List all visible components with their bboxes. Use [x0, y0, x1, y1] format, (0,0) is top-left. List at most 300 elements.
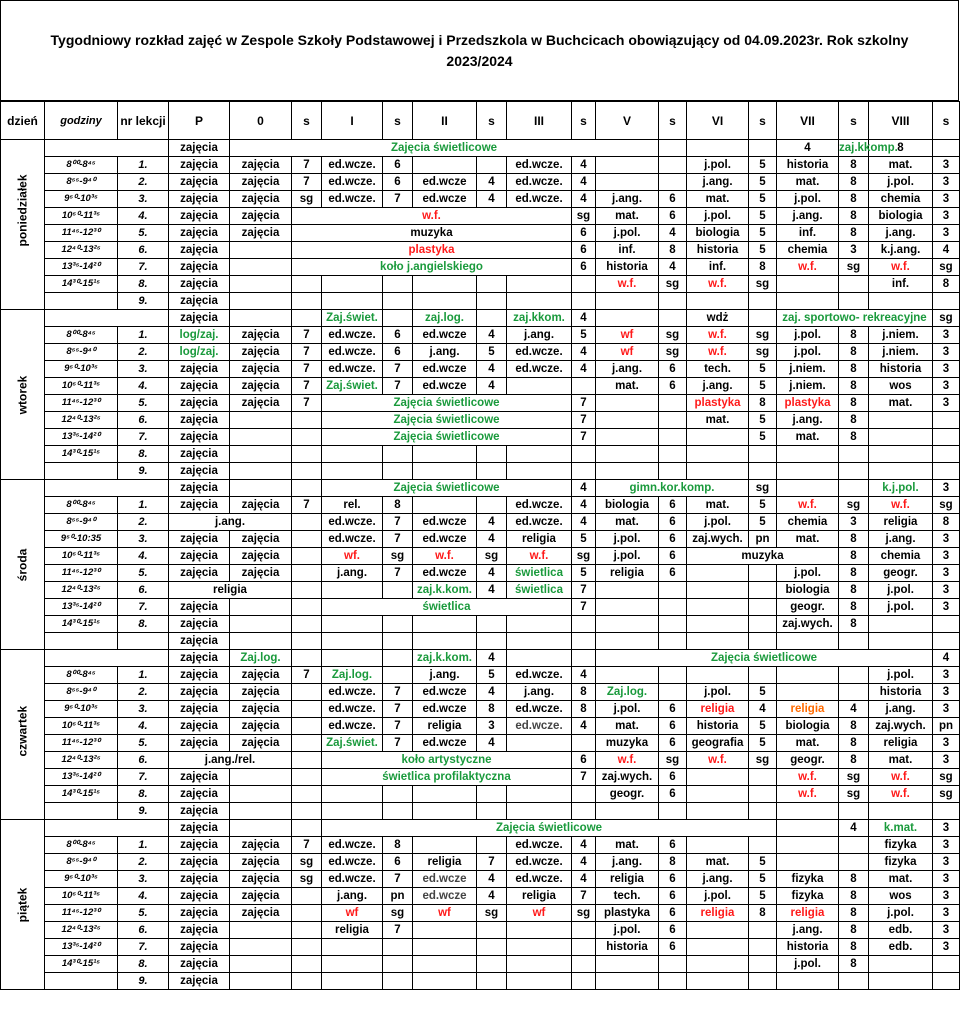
schedule-cell: k.j.ang. [869, 242, 933, 259]
schedule-cell: sg [477, 548, 507, 565]
table-row [1, 769, 960, 786]
schedule-cell [322, 446, 383, 463]
schedule-cell: 4 [572, 310, 596, 327]
schedule-cell: 4 [659, 259, 687, 276]
schedule-cell: 6 [659, 497, 687, 514]
schedule-cell: zajęcia [169, 463, 230, 480]
schedule-cell: zajęcia [230, 344, 292, 361]
schedule-cell [749, 633, 777, 650]
schedule-cell: 7 [383, 701, 413, 718]
hours-cell: 14³⁰-15¹⁵ [45, 276, 118, 293]
schedule-cell [839, 480, 869, 497]
schedule-cell [839, 463, 869, 480]
schedule-cell: 7 [383, 735, 413, 752]
schedule-cell: 3 [933, 344, 960, 361]
schedule-cell: 8 [839, 752, 869, 769]
schedule-cell: 8 [839, 327, 869, 344]
schedule-cell [839, 684, 869, 701]
schedule-cell [869, 429, 933, 446]
schedule-cell [292, 463, 322, 480]
table-row [1, 718, 960, 735]
schedule-cell: ed.wcze. [507, 854, 572, 871]
schedule-cell: sg [292, 191, 322, 208]
schedule-cell: ed.wcze [413, 514, 477, 531]
hours-cell: 8⁰⁰-8⁴⁵ [45, 837, 118, 854]
schedule-cell [477, 310, 507, 327]
schedule-cell: zaj.wych. [777, 616, 839, 633]
table-row [1, 412, 960, 429]
schedule-cell: 4 [477, 565, 507, 582]
schedule-cell [292, 939, 322, 956]
schedule-cell [507, 616, 572, 633]
schedule-cell: 4 [572, 344, 596, 361]
schedule-cell: 4 [572, 361, 596, 378]
schedule-cell: 8 [839, 939, 869, 956]
table-row [1, 667, 960, 684]
schedule-cell: religia [687, 701, 749, 718]
schedule-cell [933, 293, 960, 310]
schedule-cell: 7 [572, 395, 596, 412]
schedule-cell: mat. [596, 514, 659, 531]
schedule-cell: zajęcia [169, 361, 230, 378]
schedule-cell: 7 [572, 599, 596, 616]
schedule-cell [659, 633, 687, 650]
schedule-cell: zajęcia [230, 888, 292, 905]
schedule-cell [777, 854, 839, 871]
schedule-cell [507, 973, 572, 990]
schedule-cell: mat. [777, 531, 839, 548]
schedule-cell: Zaj.świet. [322, 310, 383, 327]
schedule-cell: j.pol. [687, 208, 749, 225]
schedule-cell [477, 463, 507, 480]
schedule-cell: 6 [383, 157, 413, 174]
hours-cell: 10⁵⁰-11³⁵ [45, 718, 118, 735]
schedule-cell: 7 [383, 565, 413, 582]
schedule-cell [322, 939, 383, 956]
schedule-cell: plastyka [687, 395, 749, 412]
schedule-cell: zajęcia [230, 225, 292, 242]
schedule-cell [749, 803, 777, 820]
schedule-cell: j.pol. [869, 599, 933, 616]
schedule-cell: 4 [572, 157, 596, 174]
schedule-cell: zajęcia [169, 803, 230, 820]
schedule-cell [292, 616, 322, 633]
hours-cell: 12⁴⁰-13²⁵ [45, 752, 118, 769]
schedule-cell: 8 [477, 701, 507, 718]
schedule-cell: sg [572, 905, 596, 922]
lesson-number: 2. [118, 684, 169, 701]
schedule-cell: 8 [839, 565, 869, 582]
schedule-cell [687, 803, 749, 820]
schedule-cell [477, 497, 507, 514]
schedule-cell: mat. [687, 191, 749, 208]
schedule-cell: 3 [477, 718, 507, 735]
lesson-number: 3. [118, 361, 169, 378]
schedule-cell: ed.wcze. [322, 871, 383, 888]
schedule-cell: k.mat. [869, 820, 933, 837]
header-cell: s [477, 102, 507, 140]
schedule-cell [322, 786, 383, 803]
schedule-cell: edb. [869, 939, 933, 956]
schedule-cell [596, 599, 659, 616]
schedule-cell: 4 [572, 837, 596, 854]
schedule-cell: ed.wcze. [507, 701, 572, 718]
lesson-number: 1. [118, 667, 169, 684]
schedule-cell: sg [477, 905, 507, 922]
schedule-cell [45, 463, 118, 480]
schedule-cell [839, 803, 869, 820]
schedule-cell [383, 803, 413, 820]
schedule-cell: j.niem. [869, 327, 933, 344]
schedule-cell [749, 956, 777, 973]
schedule-cell: 3 [933, 548, 960, 565]
schedule-cell [292, 684, 322, 701]
table-row [1, 599, 960, 616]
lesson-number: 9. [118, 803, 169, 820]
hours-cell: 8⁵⁵-9⁴⁰ [45, 174, 118, 191]
schedule-cell [687, 956, 749, 973]
schedule-cell [749, 922, 777, 939]
schedule-cell [596, 667, 659, 684]
empty-cell [45, 140, 169, 157]
schedule-cell: zaj.wych. [869, 718, 933, 735]
schedule-cell: j.ang. [413, 344, 477, 361]
table-row [1, 344, 960, 361]
schedule-cell: 8 [839, 718, 869, 735]
schedule-cell: Zaj.log. [230, 650, 292, 667]
table-row [1, 922, 960, 939]
schedule-cell [596, 616, 659, 633]
schedule-cell: sg [933, 786, 960, 803]
schedule-cell: j.niem. [777, 361, 839, 378]
schedule-cell: biologia [869, 208, 933, 225]
schedule-cell: 7 [572, 412, 596, 429]
hours-cell: 12⁴⁰-13²⁵ [45, 582, 118, 599]
schedule-cell: ed.wcze. [322, 344, 383, 361]
lesson-number: 1. [118, 497, 169, 514]
schedule-cell [749, 939, 777, 956]
schedule-cell [839, 276, 869, 293]
schedule-cell: geogr. [596, 786, 659, 803]
schedule-cell: 7 [383, 922, 413, 939]
table-row [1, 531, 960, 548]
schedule-cell: zajęcia [169, 888, 230, 905]
schedule-cell: sg [839, 786, 869, 803]
schedule-cell: 8 [839, 378, 869, 395]
table-row [1, 361, 960, 378]
hours-cell: 13³⁵-14²⁰ [45, 599, 118, 616]
day-name: wtorek [15, 375, 30, 414]
lesson-number: 1. [118, 327, 169, 344]
schedule-cell [687, 667, 749, 684]
schedule-cell: ed.wcze. [322, 327, 383, 344]
table-row [1, 888, 960, 905]
schedule-cell [292, 565, 322, 582]
schedule-cell: ed.wcze [413, 174, 477, 191]
schedule-cell: j.pol. [596, 922, 659, 939]
schedule-cell [477, 803, 507, 820]
schedule-cell: 6 [659, 361, 687, 378]
schedule-cell: zajęcia [169, 293, 230, 310]
schedule-cell [230, 293, 292, 310]
schedule-cell: 3 [933, 939, 960, 956]
schedule-cell [230, 276, 292, 293]
schedule-cell: w.f. [687, 327, 749, 344]
schedule-cell: j.ang. [507, 327, 572, 344]
schedule-cell: 4 [933, 242, 960, 259]
schedule-cell: historia [777, 939, 839, 956]
day-label [1, 140, 45, 310]
schedule-cell: 6 [659, 939, 687, 956]
schedule-cell: zaj.wych. [687, 531, 749, 548]
schedule-cell: 4 [839, 820, 869, 837]
schedule-cell [572, 786, 596, 803]
schedule-cell: 8 [839, 922, 869, 939]
schedule-cell [383, 650, 413, 667]
schedule-cell: w.f. [687, 276, 749, 293]
schedule-cell: świetlica [507, 565, 572, 582]
schedule-cell: zajęcia [169, 820, 230, 837]
schedule-cell: j.pol. [596, 548, 659, 565]
schedule-cell: 8 [839, 548, 869, 565]
schedule-cell: 4 [572, 718, 596, 735]
schedule-cell: mat. [777, 735, 839, 752]
schedule-cell: zajęcia [230, 701, 292, 718]
schedule-cell [292, 701, 322, 718]
page-title: Tygodniowy rozkład zajęć w Zespole Szkoły Podstawowej i Przedszkola w Buchcicach obowiązujący od 04.09.2023r. Rok szkolny 2023/2024 [0, 0, 959, 101]
schedule-cell: sg [659, 327, 687, 344]
schedule-cell [933, 616, 960, 633]
schedule-cell [659, 140, 687, 157]
schedule-cell: 6 [659, 565, 687, 582]
schedule-cell: 3 [933, 531, 960, 548]
schedule-cell [572, 276, 596, 293]
schedule-cell: wf [596, 344, 659, 361]
schedule-cell [687, 939, 749, 956]
schedule-cell: j.ang. [777, 208, 839, 225]
schedule-cell: historia [869, 361, 933, 378]
schedule-cell: tech. [596, 888, 659, 905]
schedule-cell: 6 [383, 344, 413, 361]
schedule-cell: sg [292, 854, 322, 871]
hours-cell: 9⁵⁰-10³⁵ [45, 871, 118, 888]
schedule-cell: zajęcia [169, 548, 230, 565]
schedule-cell: zajęcia [169, 191, 230, 208]
schedule-cell: zajęcia [169, 939, 230, 956]
schedule-cell: 7 [477, 854, 507, 871]
schedule-cell: wos [869, 378, 933, 395]
schedule-cell: wos [869, 888, 933, 905]
schedule-cell: 4 [572, 667, 596, 684]
schedule-cell: ed.wcze. [322, 718, 383, 735]
schedule-cell: mat. [869, 157, 933, 174]
header-cell: s [383, 102, 413, 140]
schedule-cell [749, 565, 777, 582]
schedule-cell: 4 [777, 140, 839, 157]
schedule-cell: 4 [477, 531, 507, 548]
schedule-cell: historia [777, 157, 839, 174]
schedule-cell [230, 242, 292, 259]
hours-cell: 10⁵⁰-11³⁵ [45, 888, 118, 905]
hours-cell: 10⁵⁰-11³⁵ [45, 548, 118, 565]
header-cell: VIII [869, 102, 933, 140]
schedule-cell [413, 803, 477, 820]
schedule-cell: 8 [839, 599, 869, 616]
schedule-cell: j.pol. [596, 225, 659, 242]
schedule-cell: j.ang./rel. [169, 752, 292, 769]
schedule-cell [687, 582, 749, 599]
schedule-cell: w.f. [596, 276, 659, 293]
schedule-cell: 6 [659, 531, 687, 548]
schedule-cell: j.ang. [596, 854, 659, 871]
schedule-cell [413, 837, 477, 854]
hours-cell: 12⁴⁰-13²⁵ [45, 922, 118, 939]
schedule-cell: zajęcia [169, 837, 230, 854]
schedule-cell: zajęcia [230, 531, 292, 548]
schedule-cell [659, 667, 687, 684]
hours-cell: 14³⁰-15¹⁵ [45, 616, 118, 633]
schedule-cell: świetlica [507, 582, 572, 599]
schedule-cell [572, 446, 596, 463]
lesson-number: 4. [118, 208, 169, 225]
schedule-cell [292, 599, 322, 616]
hours-cell: 12⁴⁰-13²⁵ [45, 242, 118, 259]
schedule-cell: fizyka [869, 854, 933, 871]
schedule-cell [687, 463, 749, 480]
schedule-cell [687, 769, 749, 786]
schedule-cell: w.f. [777, 497, 839, 514]
schedule-cell: ed.wcze. [507, 871, 572, 888]
schedule-cell: 7 [383, 191, 413, 208]
schedule-cell [322, 616, 383, 633]
schedule-cell: 3 [933, 327, 960, 344]
schedule-cell: 5 [572, 531, 596, 548]
schedule-cell: 7 [292, 497, 322, 514]
schedule-cell [230, 446, 292, 463]
schedule-cell: ed.wcze. [507, 191, 572, 208]
schedule-cell: sg [749, 480, 777, 497]
lesson-number: 8. [118, 786, 169, 803]
schedule-cell: sg [572, 548, 596, 565]
schedule-cell [413, 786, 477, 803]
schedule-cell: inf. [869, 276, 933, 293]
schedule-cell: ed.wcze. [507, 174, 572, 191]
schedule-cell: sg [383, 548, 413, 565]
schedule-cell: ed.wcze [413, 327, 477, 344]
schedule-cell: 3 [933, 922, 960, 939]
schedule-cell [507, 446, 572, 463]
empty-cell [45, 650, 169, 667]
schedule-cell: Zajęcia świetlicowe [322, 429, 572, 446]
schedule-cell: 7 [572, 769, 596, 786]
schedule-cell: w.f. [777, 769, 839, 786]
schedule-cell: 8 [839, 905, 869, 922]
schedule-cell [749, 769, 777, 786]
hours-cell: 8⁰⁰-8⁴⁵ [45, 497, 118, 514]
schedule-cell: zaj.k.kom. [413, 582, 477, 599]
schedule-cell: j.ang. [596, 191, 659, 208]
schedule-cell [230, 939, 292, 956]
schedule-cell: w.f. [687, 344, 749, 361]
schedule-cell [292, 310, 322, 327]
schedule-cell: ed.wcze [413, 871, 477, 888]
header-cell: VI [687, 102, 749, 140]
schedule-cell: 8 [839, 174, 869, 191]
schedule-cell: 8 [659, 854, 687, 871]
schedule-cell: sg [749, 752, 777, 769]
schedule-cell [596, 310, 659, 327]
schedule-cell: fizyka [777, 871, 839, 888]
schedule-cell [687, 429, 749, 446]
lesson-number: 9. [118, 293, 169, 310]
schedule-cell: 6 [659, 208, 687, 225]
schedule-cell: 3 [933, 361, 960, 378]
schedule-cell [477, 956, 507, 973]
schedule-cell: mat. [869, 752, 933, 769]
schedule-cell [687, 446, 749, 463]
table-row [1, 905, 960, 922]
schedule-cell [292, 480, 322, 497]
schedule-cell [507, 276, 572, 293]
schedule-cell: geografia [687, 735, 749, 752]
schedule-cell [869, 956, 933, 973]
schedule-cell: chemia [777, 242, 839, 259]
schedule-cell [659, 956, 687, 973]
header-cell: V [596, 102, 659, 140]
schedule-cell [659, 157, 687, 174]
lesson-number: 1. [118, 157, 169, 174]
schedule-cell: zajęcia [230, 565, 292, 582]
schedule-cell: sg [292, 871, 322, 888]
schedule-cell [596, 956, 659, 973]
header-cell: s [572, 102, 596, 140]
schedule-cell: 3 [839, 514, 869, 531]
schedule-cell: j.ang. [322, 565, 383, 582]
schedule-cell: Zaj.log. [596, 684, 659, 701]
schedule-cell: zajęcia [169, 395, 230, 412]
schedule-cell: inf. [596, 242, 659, 259]
schedule-cell: 7 [383, 871, 413, 888]
table-row [1, 208, 960, 225]
schedule-cell: zaj.wych. [596, 769, 659, 786]
schedule-cell: historia [869, 684, 933, 701]
lesson-number: 7. [118, 429, 169, 446]
schedule-cell: 7 [292, 327, 322, 344]
lesson-number: 8. [118, 446, 169, 463]
schedule-cell: koło j.angielskiego [292, 259, 572, 276]
schedule-cell [292, 293, 322, 310]
schedule-cell [869, 803, 933, 820]
schedule-cell [777, 973, 839, 990]
schedule-cell [292, 922, 322, 939]
table-row [1, 582, 960, 599]
schedule-cell: zajęcia [230, 718, 292, 735]
schedule-cell: 7 [292, 378, 322, 395]
schedule-cell: plastyka [777, 395, 839, 412]
schedule-cell [230, 820, 292, 837]
header-cell: III [507, 102, 572, 140]
schedule-cell: 6 [659, 514, 687, 531]
schedule-cell [477, 157, 507, 174]
lesson-number: 4. [118, 718, 169, 735]
lesson-number: 7. [118, 769, 169, 786]
schedule-cell: zajęcia [169, 429, 230, 446]
schedule-cell: Zajęcia świetlicowe [322, 412, 572, 429]
schedule-cell: 7 [383, 684, 413, 701]
schedule-cell: historia [596, 939, 659, 956]
schedule-cell: zajęcia [169, 854, 230, 871]
schedule-cell [933, 463, 960, 480]
